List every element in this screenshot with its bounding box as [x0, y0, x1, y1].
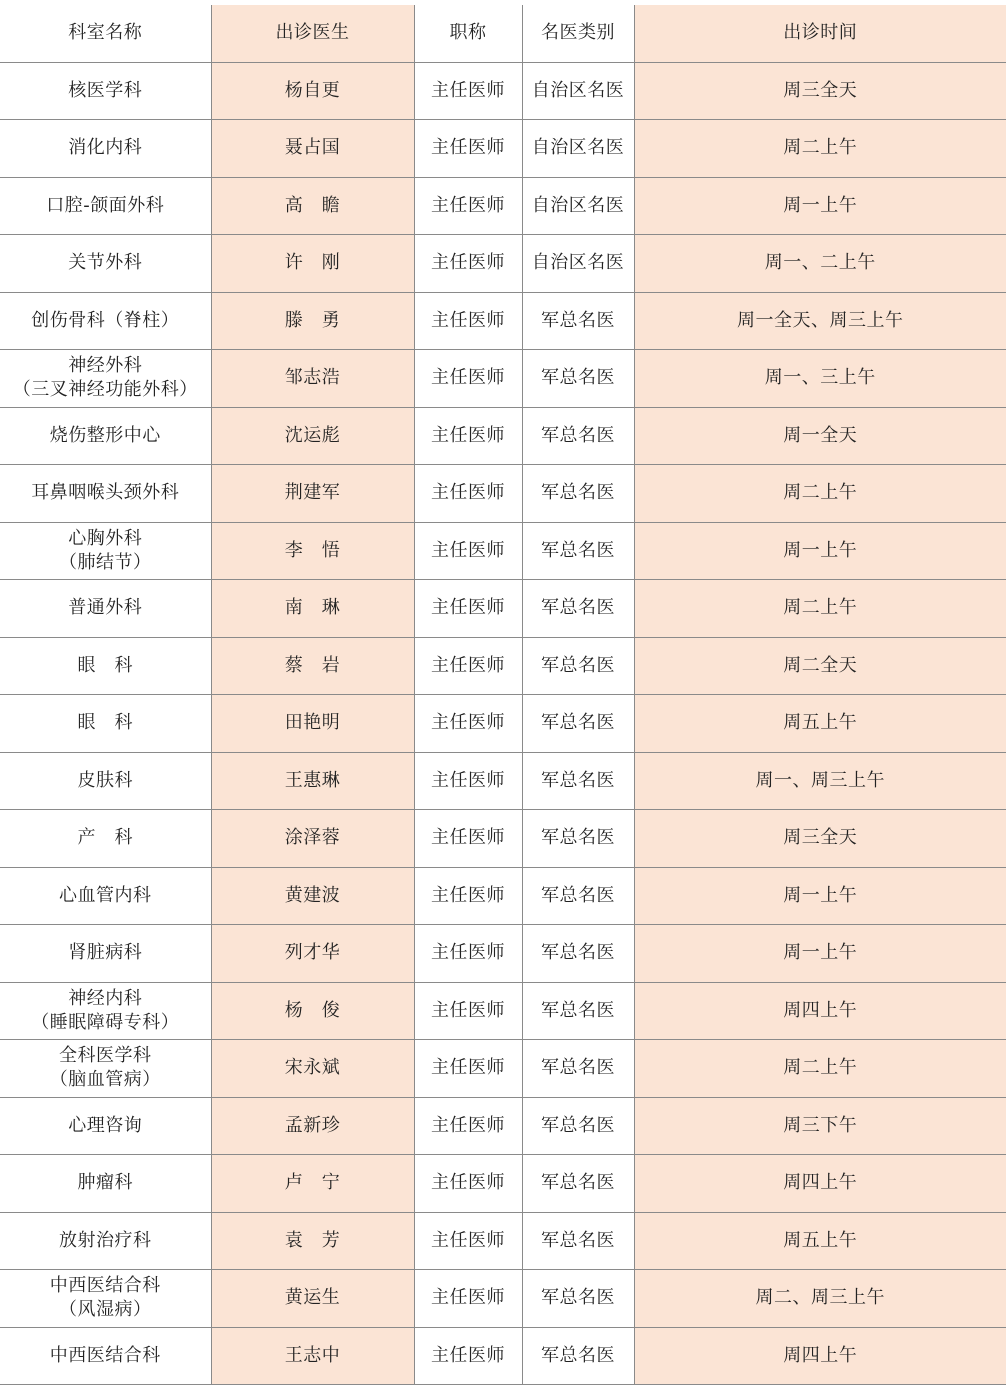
cell-category: 军总名医: [522, 1097, 634, 1155]
table-body: [0, 62, 1006, 1385]
cell-category: 军总名医: [522, 1270, 634, 1328]
cell-time: 周三全天: [634, 62, 1006, 120]
table-row: [0, 1155, 1006, 1213]
cell-category: 军总名医: [522, 752, 634, 810]
cell-department-text: 皮肤科: [77, 769, 133, 791]
cell-category: 军总名医: [522, 292, 634, 350]
cell-title: 主任医师: [414, 867, 522, 925]
cell-doctor: [211, 637, 414, 695]
cell-doctor: [211, 810, 414, 868]
cell-category: 军总名医: [522, 810, 634, 868]
table-row: [0, 1327, 1006, 1385]
cell-time: 周三全天: [634, 810, 1006, 868]
cell-title: 主任医师: [414, 1270, 522, 1328]
cell-time: 周二、周三上午: [634, 1270, 1006, 1328]
cell-title: 主任医师: [414, 580, 522, 638]
cell-department-text: 普通外科: [68, 597, 143, 619]
cell-category: 自治区名医: [522, 62, 634, 120]
cell-department: [0, 695, 211, 753]
cell-department: [0, 1327, 211, 1385]
cell-doctor: [211, 580, 414, 638]
cell-department: [0, 292, 211, 350]
cell-doctor-text: 沈运彪: [284, 424, 341, 446]
table-row: [0, 235, 1006, 293]
header-time: 出诊时间: [634, 5, 1006, 62]
cell-title: 主任医师: [414, 235, 522, 293]
cell-department: [0, 1040, 211, 1098]
cell-title: 主任医师: [414, 120, 522, 178]
cell-department: [0, 982, 211, 1040]
cell-doctor: [211, 695, 414, 753]
cell-title: 主任医师: [414, 350, 522, 408]
cell-title: 主任医师: [414, 1212, 522, 1270]
cell-title: 主任医师: [414, 637, 522, 695]
cell-department: [0, 867, 211, 925]
cell-department-text: 烧伤整形中心: [49, 424, 161, 446]
cell-department: [0, 465, 211, 523]
cell-category: 军总名医: [522, 982, 634, 1040]
cell-doctor-text: 袁 芳: [284, 1229, 341, 1251]
cell-department: [0, 350, 211, 408]
cell-doctor: [211, 1212, 414, 1270]
cell-doctor-text: 列才华: [284, 942, 341, 964]
cell-department-text: 中西医结合科: [49, 1344, 161, 1366]
cell-doctor: [211, 982, 414, 1040]
cell-doctor: [211, 235, 414, 293]
cell-time: 周一、二上午: [634, 235, 1006, 293]
cell-title: 主任医师: [414, 1327, 522, 1385]
table-row: [0, 580, 1006, 638]
cell-doctor-text: 高 瞻: [284, 194, 341, 216]
table-row: [0, 177, 1006, 235]
table-row: [0, 62, 1006, 120]
table-row: [0, 1040, 1006, 1098]
table-row: [0, 867, 1006, 925]
cell-department: [0, 235, 211, 293]
cell-department-text: 眼 科: [77, 712, 133, 734]
header-doctor: 出诊医生: [211, 5, 414, 62]
cell-department-text: 神经内科 （睡眠障碍专科）: [31, 987, 180, 1033]
table-row: [0, 350, 1006, 408]
cell-title: 主任医师: [414, 407, 522, 465]
header-title: 职称: [414, 5, 522, 62]
cell-doctor: [211, 1097, 414, 1155]
cell-title: 主任医师: [414, 465, 522, 523]
table-row: [0, 637, 1006, 695]
cell-doctor: [211, 465, 414, 523]
cell-category: 自治区名医: [522, 120, 634, 178]
cell-title: 主任医师: [414, 177, 522, 235]
cell-category: 军总名医: [522, 1155, 634, 1213]
cell-title: 主任医师: [414, 522, 522, 580]
cell-category: 军总名医: [522, 1040, 634, 1098]
cell-title: 主任医师: [414, 292, 522, 350]
cell-department: [0, 1270, 211, 1328]
cell-category: 军总名医: [522, 1212, 634, 1270]
cell-category: 自治区名医: [522, 177, 634, 235]
cell-department-text: 全科医学科 （脑血管病）: [49, 1045, 161, 1091]
cell-time: 周四上午: [634, 1155, 1006, 1213]
cell-time: 周四上午: [634, 1327, 1006, 1385]
cell-doctor-text: 荆建军: [284, 482, 341, 504]
table-row: [0, 752, 1006, 810]
cell-department: [0, 177, 211, 235]
table-row: [0, 982, 1006, 1040]
header-department: 科室名称: [0, 5, 211, 62]
cell-time: 周二全天: [634, 637, 1006, 695]
cell-department: [0, 1155, 211, 1213]
cell-department: [0, 120, 211, 178]
cell-time: 周二上午: [634, 465, 1006, 523]
cell-doctor-text: 许 刚: [284, 252, 341, 274]
cell-department: [0, 522, 211, 580]
cell-category: 军总名医: [522, 1327, 634, 1385]
cell-category: 军总名医: [522, 695, 634, 753]
cell-time: 周一上午: [634, 177, 1006, 235]
cell-department-text: 肿瘤科: [77, 1172, 133, 1194]
table-row: [0, 1212, 1006, 1270]
cell-time: 周一上午: [634, 925, 1006, 983]
cell-doctor: [211, 752, 414, 810]
cell-doctor-text: 孟新珍: [284, 1114, 341, 1136]
cell-time: 周二上午: [634, 580, 1006, 638]
cell-department: [0, 1212, 211, 1270]
cell-department-text: 关节外科: [68, 252, 143, 274]
cell-category: 军总名医: [522, 465, 634, 523]
cell-department-text: 消化内科: [68, 137, 143, 159]
cell-title: 主任医师: [414, 1097, 522, 1155]
cell-time: 周二上午: [634, 1040, 1006, 1098]
cell-time: 周一全天: [634, 407, 1006, 465]
cell-title: 主任医师: [414, 1155, 522, 1213]
cell-doctor-text: 蔡 岩: [284, 654, 341, 676]
cell-doctor: [211, 120, 414, 178]
cell-category: 军总名医: [522, 867, 634, 925]
table-row: [0, 465, 1006, 523]
cell-department: [0, 580, 211, 638]
cell-department-text: 心理咨询: [68, 1114, 143, 1136]
cell-department: [0, 407, 211, 465]
cell-title: 主任医师: [414, 752, 522, 810]
cell-category: 军总名医: [522, 580, 634, 638]
cell-category: 军总名医: [522, 925, 634, 983]
cell-doctor-text: 邹志浩: [284, 367, 341, 389]
cell-doctor-text: 田艳明: [284, 712, 341, 734]
cell-department: [0, 637, 211, 695]
table-row: [0, 407, 1006, 465]
cell-department-text: 口腔-颌面外科: [46, 194, 165, 216]
cell-title: 主任医师: [414, 695, 522, 753]
table-row: [0, 120, 1006, 178]
cell-doctor: [211, 177, 414, 235]
cell-category: 军总名医: [522, 637, 634, 695]
cell-department-text: 创伤骨科（脊柱）: [31, 309, 180, 331]
cell-doctor: [211, 350, 414, 408]
cell-time: 周三下午: [634, 1097, 1006, 1155]
cell-doctor-text: 宋永斌: [284, 1057, 341, 1079]
cell-time: 周二上午: [634, 120, 1006, 178]
cell-department-text: 耳鼻咽喉头颈外科: [31, 482, 180, 504]
cell-doctor-text: 李 悟: [284, 539, 341, 561]
cell-department-text: 神经外科 （三叉神经功能外科）: [12, 355, 198, 401]
cell-doctor-text: 黄建波: [284, 884, 341, 906]
cell-title: 主任医师: [414, 62, 522, 120]
cell-doctor-text: 杨 俊: [284, 999, 341, 1021]
table-row: [0, 292, 1006, 350]
cell-doctor-text: 黄运生: [284, 1287, 341, 1309]
header-category: 名医类别: [522, 5, 634, 62]
cell-doctor-text: 卢 宁: [284, 1172, 341, 1194]
cell-category: 军总名医: [522, 407, 634, 465]
cell-doctor-text: 涂泽蓉: [284, 827, 341, 849]
cell-time: 周五上午: [634, 1212, 1006, 1270]
cell-department-text: 眼 科: [77, 654, 133, 676]
cell-category: 军总名医: [522, 522, 634, 580]
cell-time: 周一、周三上午: [634, 752, 1006, 810]
cell-department: [0, 752, 211, 810]
table-row: [0, 1097, 1006, 1155]
table-row: [0, 1270, 1006, 1328]
table-row: [0, 925, 1006, 983]
cell-category: 自治区名医: [522, 235, 634, 293]
doctor-schedule-table: [0, 5, 1006, 1385]
cell-doctor: [211, 1270, 414, 1328]
cell-department: [0, 810, 211, 868]
cell-time: 周五上午: [634, 695, 1006, 753]
cell-doctor: [211, 62, 414, 120]
cell-department-text: 肾脏病科: [68, 942, 143, 964]
cell-doctor-text: 王惠琳: [284, 769, 341, 791]
cell-doctor: [211, 522, 414, 580]
cell-department-text: 产 科: [77, 827, 133, 849]
table-row: [0, 522, 1006, 580]
cell-time: 周一、三上午: [634, 350, 1006, 408]
table-row: [0, 695, 1006, 753]
cell-doctor: [211, 292, 414, 350]
cell-title: 主任医师: [414, 982, 522, 1040]
cell-department-text: 中西医结合科 （风湿病）: [49, 1275, 161, 1321]
cell-doctor: [211, 1040, 414, 1098]
cell-time: 周一上午: [634, 522, 1006, 580]
cell-doctor-text: 杨自更: [284, 79, 341, 101]
cell-time: 周一上午: [634, 867, 1006, 925]
cell-time: 周四上午: [634, 982, 1006, 1040]
cell-department-text: 心血管内科: [59, 884, 152, 906]
cell-doctor-text: 滕 勇: [284, 309, 341, 331]
header-row: [0, 5, 1006, 62]
cell-department: [0, 925, 211, 983]
cell-doctor-text: 王志中: [284, 1344, 341, 1366]
cell-doctor: [211, 925, 414, 983]
cell-doctor: [211, 407, 414, 465]
cell-doctor: [211, 867, 414, 925]
cell-department: [0, 1097, 211, 1155]
cell-doctor: [211, 1155, 414, 1213]
cell-doctor-text: 聂占国: [284, 137, 341, 159]
table-row: [0, 810, 1006, 868]
cell-title: 主任医师: [414, 1040, 522, 1098]
cell-department: [0, 62, 211, 120]
cell-category: 军总名医: [522, 350, 634, 408]
cell-department-text: 心胸外科 （肺结节）: [59, 527, 152, 573]
cell-department-text: 核医学科: [68, 79, 143, 101]
cell-title: 主任医师: [414, 810, 522, 868]
cell-doctor: [211, 1327, 414, 1385]
cell-title: 主任医师: [414, 925, 522, 983]
cell-time: 周一全天、周三上午: [634, 292, 1006, 350]
cell-doctor-text: 南 琳: [284, 597, 341, 619]
cell-department-text: 放射治疗科: [59, 1229, 152, 1251]
